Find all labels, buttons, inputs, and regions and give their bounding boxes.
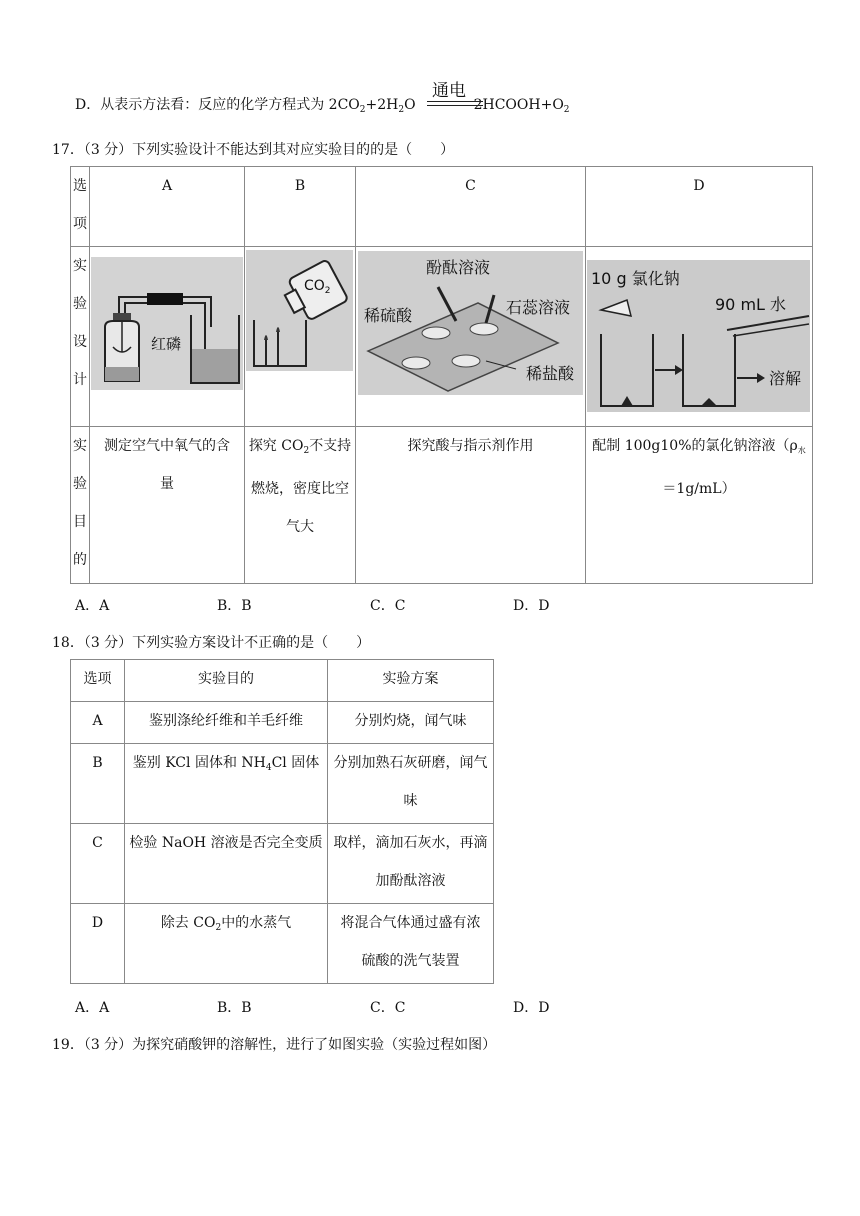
subscript: 2 (563, 105, 570, 115)
q16-option-d-mid: +2H (365, 97, 399, 113)
q18-row-d-plan (328, 904, 494, 984)
header-label-char: 项 (73, 216, 87, 232)
q18-row-c-option: C (71, 824, 125, 904)
purpose-text: Cl 固体 (271, 755, 320, 771)
purpose-d-line (586, 427, 812, 470)
dilute-sulfuric-label: 稀硫酸 (364, 306, 413, 325)
apparatus-d-image (587, 260, 810, 412)
purpose-text: 鉴别 KCl 固体和 NH (132, 755, 266, 771)
water-volume-label: 90 mL 水 (715, 295, 787, 314)
q16-option-d (75, 94, 570, 115)
plan-line: 加酚酞溶液 (375, 873, 446, 889)
q18-option-b[interactable]: B．B (217, 1000, 252, 1016)
q18-option-d[interactable]: D．D (513, 1000, 550, 1016)
q17-option-a[interactable]: A．A (75, 598, 110, 614)
dissolve-label: 溶解 (769, 369, 802, 388)
q16-option-d-suffix: 2HCOOH+O (473, 97, 564, 113)
design-label-char: 设 (73, 334, 87, 350)
q18-header-plan: 实验方案 (328, 660, 494, 702)
q18-row-c-plan (328, 824, 494, 904)
purpose-b-line: 燃烧，密度比空 (251, 481, 349, 497)
q16-option-d-mid2: O (404, 97, 416, 113)
subscript: 4 (265, 763, 272, 773)
plan-line: 硫酸的洗气装置 (361, 953, 460, 969)
apparatus-a-image (91, 257, 243, 390)
apparatus-b-image (246, 250, 353, 371)
reaction-condition: 通电 (432, 81, 466, 101)
q18-table (70, 659, 494, 984)
purpose-b-line: 气大 (286, 519, 314, 535)
phenolphthalein-label: 酚酞溶液 (426, 258, 491, 277)
table-row (71, 744, 494, 824)
purpose-label-char: 实 (73, 438, 87, 454)
q18-header-option: 选项 (71, 660, 125, 702)
dilute-hydrochloric-label: 稀盐酸 (526, 364, 575, 383)
table-row (71, 824, 494, 904)
q17-option-d[interactable]: D．D (513, 598, 550, 614)
q18-header-purpose: 实验目的 (125, 660, 328, 702)
q18-row-a-purpose: 鉴别涤纶纤维和羊毛纤维 (125, 702, 328, 744)
q19-stem: 19．（3 分）为探究硝酸钾的溶解性，进行了如图实验（实验过程如图） (52, 1037, 497, 1053)
subscript: 2 (303, 446, 310, 456)
sodium-chloride-label: 10 g 氯化钠 (591, 269, 680, 288)
plan-line: 将混合气体通过盛有浓 (340, 915, 481, 931)
purpose-d-cell (586, 427, 813, 584)
table-row (71, 904, 494, 984)
co2-label: $CO_2$ (304, 278, 331, 296)
purpose-label-cell (71, 427, 90, 584)
subscript: 2 (398, 105, 405, 115)
col-a-header: A (90, 167, 245, 247)
subscript: 2 (215, 923, 222, 933)
plan-line: 分别加熟石灰研磨，闻气 (333, 755, 488, 771)
purpose-b-text: 不支持 (309, 438, 352, 454)
col-d-header: D (586, 167, 813, 247)
q17-option-b[interactable]: B．B (217, 598, 252, 614)
q16-option-d-prefix: D．从表示方法看：反应的化学方程式为 2CO (75, 97, 360, 113)
design-label-cell (71, 247, 90, 427)
q18-row-a-option: A (71, 702, 125, 744)
q18-row-d-option: D (71, 904, 125, 984)
reaction-equals-sign (427, 101, 483, 106)
purpose-text: 除去 CO (160, 915, 216, 931)
plan-line: 味 (403, 793, 418, 809)
header-label-char: 选 (73, 178, 87, 194)
subscript: 2 (359, 105, 366, 115)
design-label-char: 实 (73, 258, 87, 274)
q18-stem: 18．（3 分）下列实验方案设计不正确的是（ ） (52, 635, 371, 651)
q18-row-b-plan (328, 744, 494, 824)
q18-row-b-purpose (125, 744, 328, 824)
header-label-cell (71, 167, 90, 247)
purpose-b-cell (245, 427, 356, 584)
purpose-label-char: 目 (73, 514, 87, 530)
purpose-b-text: 探究 CO (248, 438, 304, 454)
purpose-label-char: 验 (73, 476, 87, 492)
purpose-b-line (245, 427, 355, 470)
q18-row-c-purpose: 检验 NaOH 溶液是否完全变质 (125, 824, 328, 904)
q18-option-c[interactable]: C．C (370, 1000, 406, 1016)
purpose-a-cell (90, 427, 245, 584)
litmus-label: 石蕊溶液 (506, 298, 571, 317)
purpose-d-text: 配制 100g10%的氯化钠溶液（ρ (592, 438, 798, 454)
plan-line: 取样，滴加石灰水，再滴 (333, 835, 488, 851)
q18-row-d-purpose (125, 904, 328, 984)
q18-row-b-option: B (71, 744, 125, 824)
design-label-char: 计 (73, 372, 87, 388)
q18-row-a-plan: 分别灼烧，闻气味 (328, 702, 494, 744)
col-b-header: B (245, 167, 356, 247)
subscript: 水 (797, 446, 806, 455)
apparatus-c-image (358, 251, 583, 395)
q18-option-a[interactable]: A．A (75, 1000, 110, 1016)
red-phosphorus-label: 红磷 (151, 335, 182, 353)
purpose-c-cell: 探究酸与指示剂作用 (356, 427, 586, 584)
q17-option-c[interactable]: C．C (370, 598, 406, 614)
q17-stem: 17．（3 分）下列实验设计不能达到其对应实验目的的是（ ） (52, 142, 455, 158)
purpose-d-line: ＝1g/mL） (662, 481, 736, 497)
design-label-char: 验 (73, 296, 87, 312)
purpose-label-char: 的 (73, 552, 87, 568)
col-c-header: C (356, 167, 586, 247)
purpose-text: 中的水蒸气 (221, 915, 292, 931)
table-row (71, 702, 494, 744)
purpose-a-line: 测定空气中氧气的含 (104, 438, 230, 454)
purpose-a-line: 量 (160, 476, 174, 492)
